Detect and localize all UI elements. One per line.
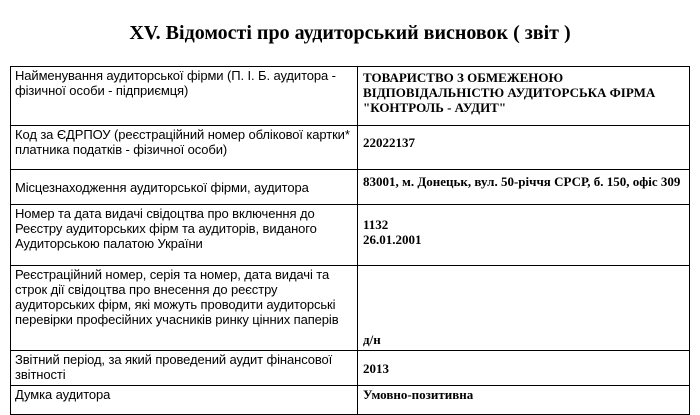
table-row-certificate — [11, 205, 690, 266]
row-value: ТОВАРИСТВО З ОБМЕЖЕНОЮ ВІДПОВІДАЛЬНІСТЮ АУДИТОРСЬКА ФІРМА "КОНТРОЛЬ - АУДИТ" — [363, 70, 656, 115]
row-label: Код за ЄДРПОУ (реєстраційний номер облікової картки* платника податків - фізичної особи) — [15, 127, 350, 157]
page-title: XV. Відомості про аудиторський висновок ( звіт ) — [129, 22, 571, 44]
table-row-location — [11, 170, 690, 205]
row-value-cell — [358, 386, 690, 415]
row-value: д/н — [363, 332, 381, 347]
row-value-cell — [358, 351, 690, 386]
table-row-audit-firm-name — [11, 67, 690, 126]
row-value: 83001, м. Донецьк, вул. 50-річчя СРСР, б. 150, офіс 309 — [363, 174, 681, 189]
row-value: 22022137 — [363, 135, 415, 150]
table-row-auditor-opinion — [11, 386, 690, 415]
row-label: Найменування аудиторської фірми (П. І. Б. аудитора - фізичної особи - підприємця) — [15, 68, 336, 98]
row-label-cell — [11, 170, 358, 205]
row-value-cell — [358, 205, 690, 266]
row-label-cell — [11, 67, 358, 126]
row-label: Думка аудитора — [15, 387, 111, 402]
table-row-reporting-period — [11, 351, 690, 386]
auditor-info-table — [10, 66, 690, 415]
certificate-date: 26.01.2001 — [363, 232, 422, 247]
row-label-cell — [11, 351, 358, 386]
row-value-cell — [358, 266, 690, 351]
row-label-cell — [11, 205, 358, 266]
row-value: Умовно-позитивна — [363, 387, 474, 402]
row-value: 2013 — [363, 361, 389, 376]
row-label: Місцезнаходження аудиторської фірми, аудитора — [15, 180, 309, 195]
row-label: Реєстраційний номер, серія та номер, дата видачі та строк дії свідоцтва про внесення до реєстру аудиторських фірм, які можуть проводити аудиторські перевірки професійних учасників ринку цінних паперів — [15, 267, 339, 327]
row-label: Звітний період, за який проведений аудит фінансової звітності — [15, 352, 333, 382]
table-row-registration — [11, 266, 690, 351]
row-label-cell — [11, 266, 358, 351]
certificate-number: 1132 — [363, 217, 389, 232]
row-label-cell — [11, 386, 358, 415]
row-label-cell — [11, 126, 358, 170]
table-row-edrpou-code — [11, 126, 690, 170]
row-value-cell — [358, 126, 690, 170]
row-value-cell — [358, 170, 690, 205]
row-label: Номер та дата видачі свідоцтва про включення до Реєстру аудиторських фірм та аудиторів, виданого Аудиторською палатою України — [15, 206, 317, 251]
row-value-cell — [358, 67, 690, 126]
